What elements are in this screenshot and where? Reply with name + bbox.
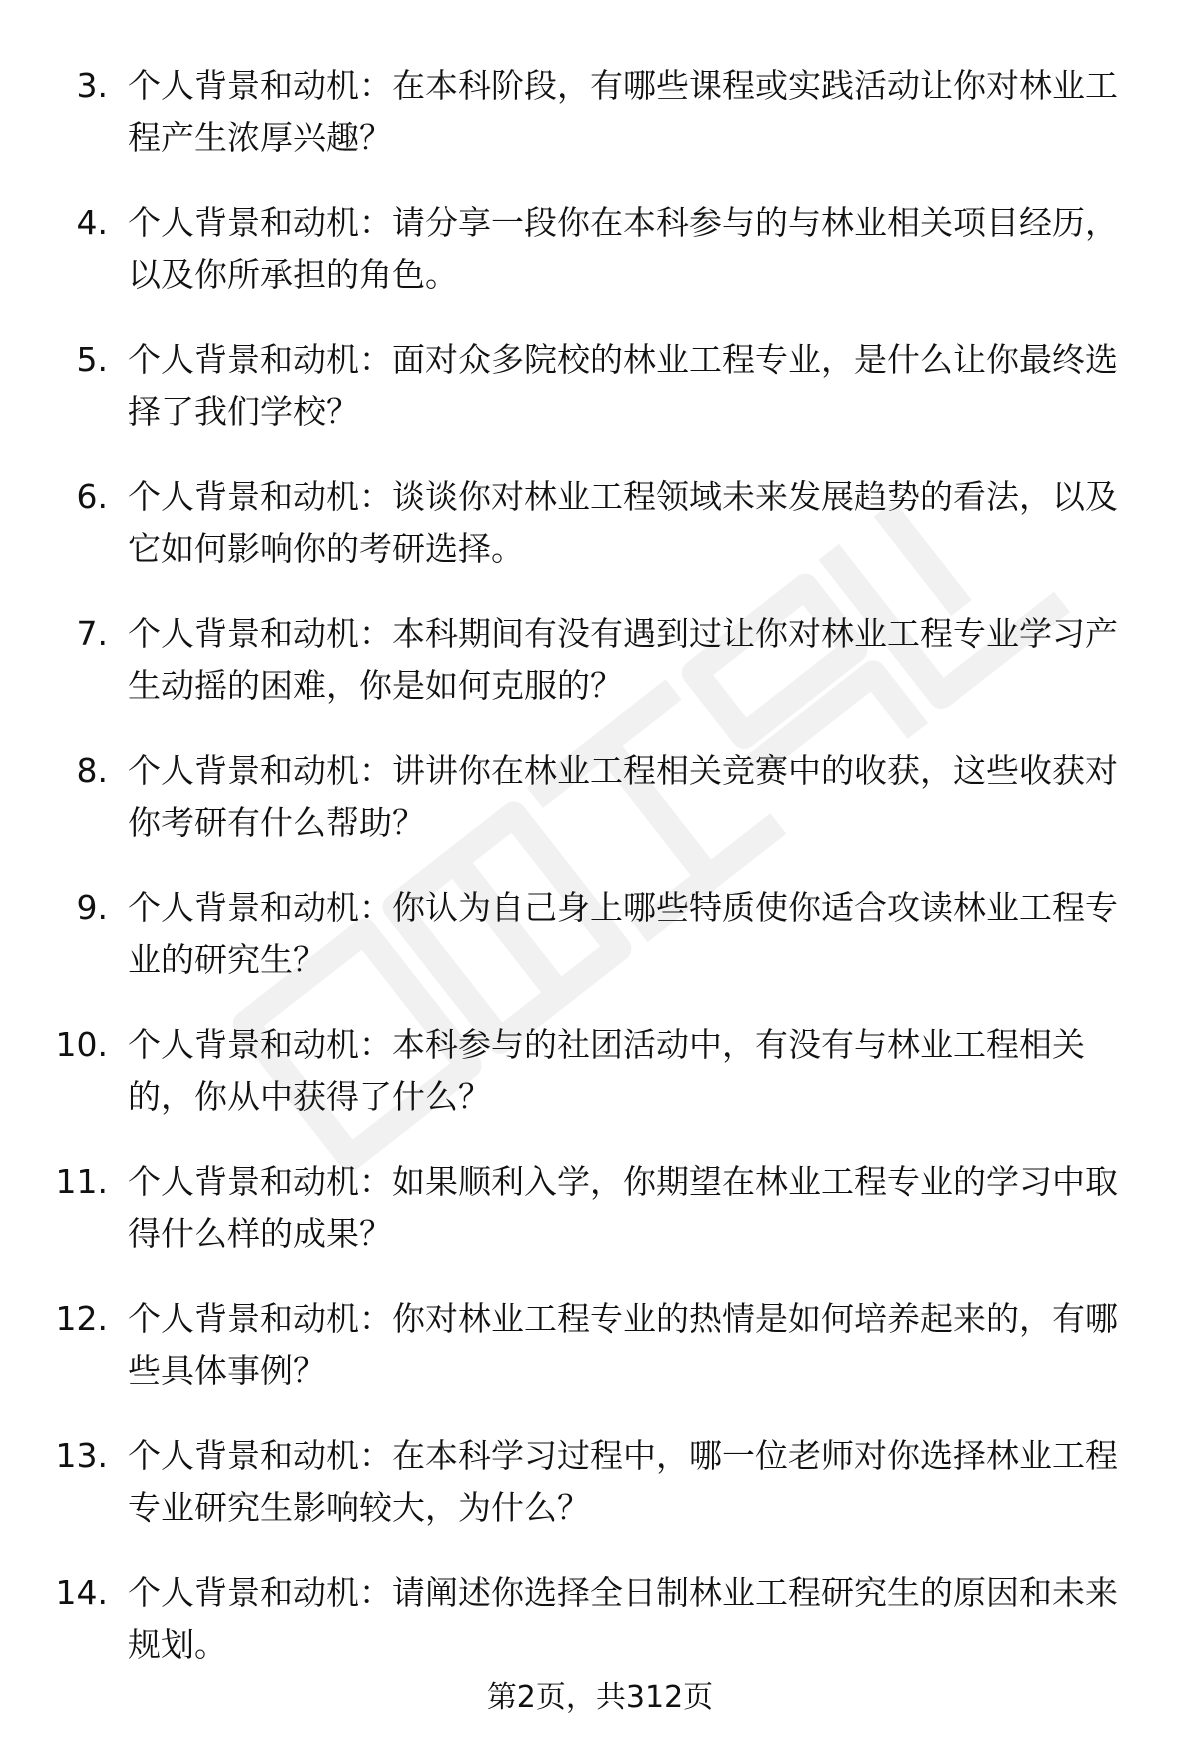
question-number: 11. xyxy=(55,1162,108,1201)
question-number: 9. xyxy=(76,888,108,927)
question-text: 个人背景和动机：在本科阶段，有哪些课程或实践活动让你对林业工程产生浓厚兴趣？ xyxy=(128,66,1118,157)
question-text: 个人背景和动机：请分享一段你在本科参与的与林业相关项目经历，以及你所承担的角色。 xyxy=(128,203,1118,294)
list-item xyxy=(0,1148,1200,1285)
question-number: 3. xyxy=(76,66,108,105)
question-number: 5. xyxy=(76,340,108,379)
question-number: 13. xyxy=(55,1436,108,1475)
question-number: 6. xyxy=(76,477,108,516)
question-number: 8. xyxy=(76,751,108,790)
question-text: 个人背景和动机：如果顺利入学，你期望在林业工程专业的学习中取得什么样的成果？ xyxy=(128,1162,1118,1253)
question-text: 个人背景和动机：谈谈你对林业工程领域未来发展趋势的看法，以及它如何影响你的考研选择。 xyxy=(128,477,1118,568)
list-item xyxy=(0,1011,1200,1148)
question-text: 个人背景和动机：本科参与的社团活动中，有没有与林业工程相关的，你从中获得了什么？ xyxy=(128,1025,1085,1116)
list-item xyxy=(0,874,1200,1011)
question-number: 7. xyxy=(76,614,108,653)
question-text: 个人背景和动机：请阐述你选择全日制林业工程研究生的原因和未来规划。 xyxy=(128,1573,1118,1664)
page-number: 第2页，共312页 xyxy=(486,1680,714,1715)
list-item xyxy=(0,737,1200,874)
list-item xyxy=(0,600,1200,737)
list-item xyxy=(0,1285,1200,1422)
question-number: 14. xyxy=(55,1573,108,1612)
list-item xyxy=(0,1559,1200,1696)
list-item xyxy=(0,463,1200,600)
question-number: 12. xyxy=(55,1299,108,1338)
question-number: 4. xyxy=(76,203,108,242)
question-text: 个人背景和动机：你认为自己身上哪些特质使你适合攻读林业工程专业的研究生？ xyxy=(128,888,1118,979)
list-item xyxy=(0,189,1200,326)
list-item xyxy=(0,52,1200,189)
question-text: 个人背景和动机：在本科学习过程中，哪一位老师对你选择林业工程专业研究生影响较大，为什么？ xyxy=(128,1436,1118,1527)
question-text: 个人背景和动机：本科期间有没有遇到过让你对林业工程专业学习产生动摇的困难，你是如何克服的？ xyxy=(128,614,1118,705)
question-text: 个人背景和动机：面对众多院校的林业工程专业，是什么让你最终选择了我们学校？ xyxy=(128,340,1118,431)
question-list xyxy=(0,52,1200,1696)
question-number: 10. xyxy=(55,1025,108,1064)
question-text: 个人背景和动机：讲讲你在林业工程相关竞赛中的收获，这些收获对你考研有什么帮助？ xyxy=(128,751,1118,842)
list-item xyxy=(0,1422,1200,1559)
question-text: 个人背景和动机：你对林业工程专业的热情是如何培养起来的，有哪些具体事例？ xyxy=(128,1299,1118,1390)
list-item xyxy=(0,326,1200,463)
